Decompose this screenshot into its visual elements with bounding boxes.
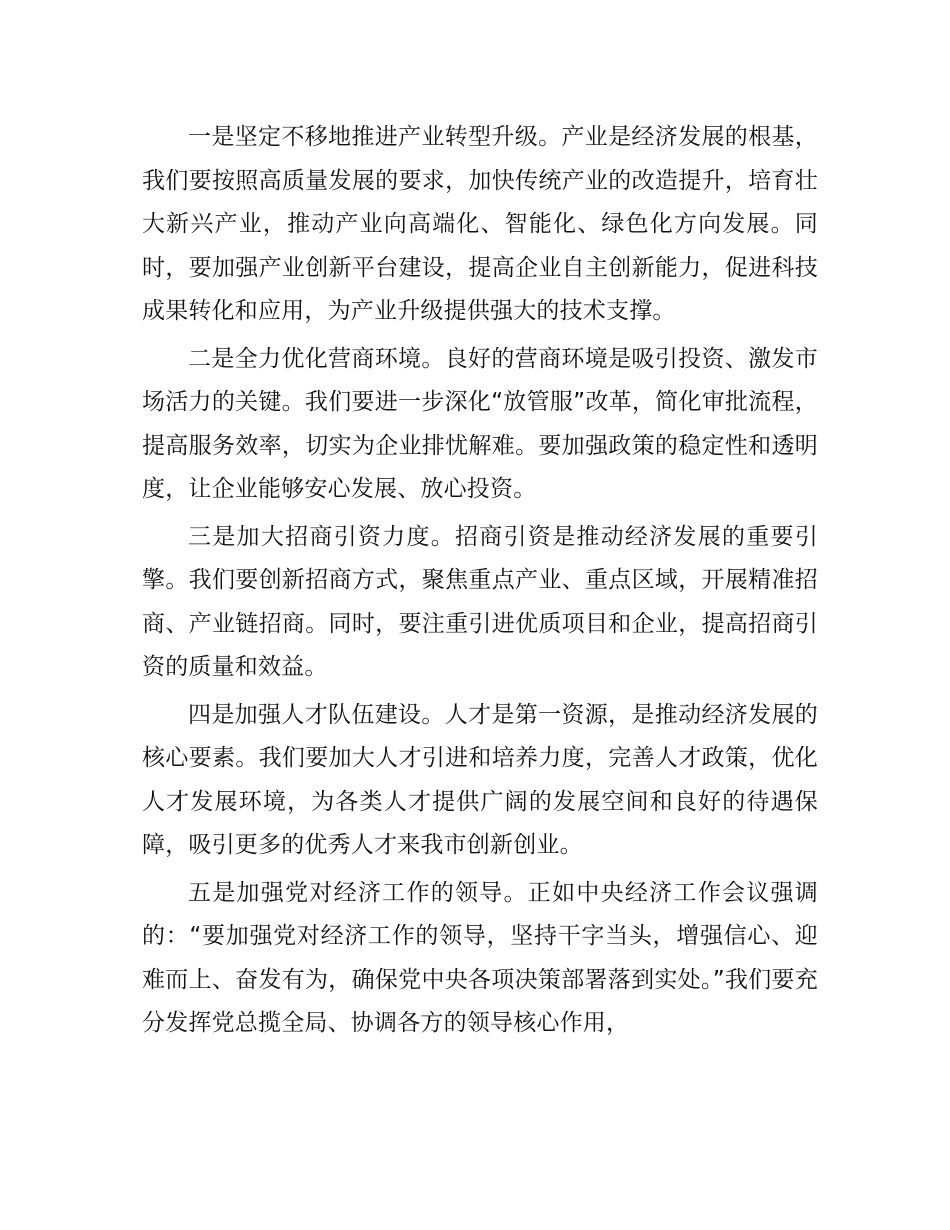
paragraph-talent-building: 四是加强人才队伍建设。人才是第一资源，是推动经济发展的核心要素。我们要加大人才引进和培养力度，完善人才政策，优化人才发展环境，为各类人才提供广阔的发展空间和良好的待遇保障，吸引更多的优秀人才来我市创新创业。 [142, 701, 818, 858]
paragraph-investment-attraction: 三是加大招商引资力度。招商引资是推动经济发展的重要引擎。我们要创新招商方式，聚焦重点产业、重点区域，开展精准招商、产业链招商。同时，要注重引进优质项目和企业，提高招商引资的质量和效益。 [142, 523, 818, 680]
paragraph-party-leadership: 五是加强党对经济工作的领导。正如中央经济工作会议强调的：“要加强党对经济工作的领导，坚持干字当头，增强信心、迎难而上、奋发有为，确保党中央各项决策部署落到实处。”我们要充分发挥党总揽全局、协调各方的领导核心作用， [142, 879, 818, 1036]
paragraph-business-environment: 二是全力优化营商环境。良好的营商环境是吸引投资、激发市场活力的关键。我们要进一步深化“放管服”改革，简化审批流程，提高服务效率，切实为企业排忧解难。要加强政策的稳定性和透明度，让企业能够安心发展、放心投资。 [142, 345, 818, 502]
paragraph-industry-upgrade: 一是坚定不移地推进产业转型升级。产业是经济发展的根基，我们要按照高质量发展的要求，加快传统产业的改造提升，培育壮大新兴产业，推动产业向高端化、智能化、绿色化方向发展。同时，要加强产业创新平台建设，提高企业自主创新能力，促进科技成果转化和应用，为产业升级提供强大的技术支撑。 [142, 124, 818, 324]
document-body [142, 116, 818, 1050]
